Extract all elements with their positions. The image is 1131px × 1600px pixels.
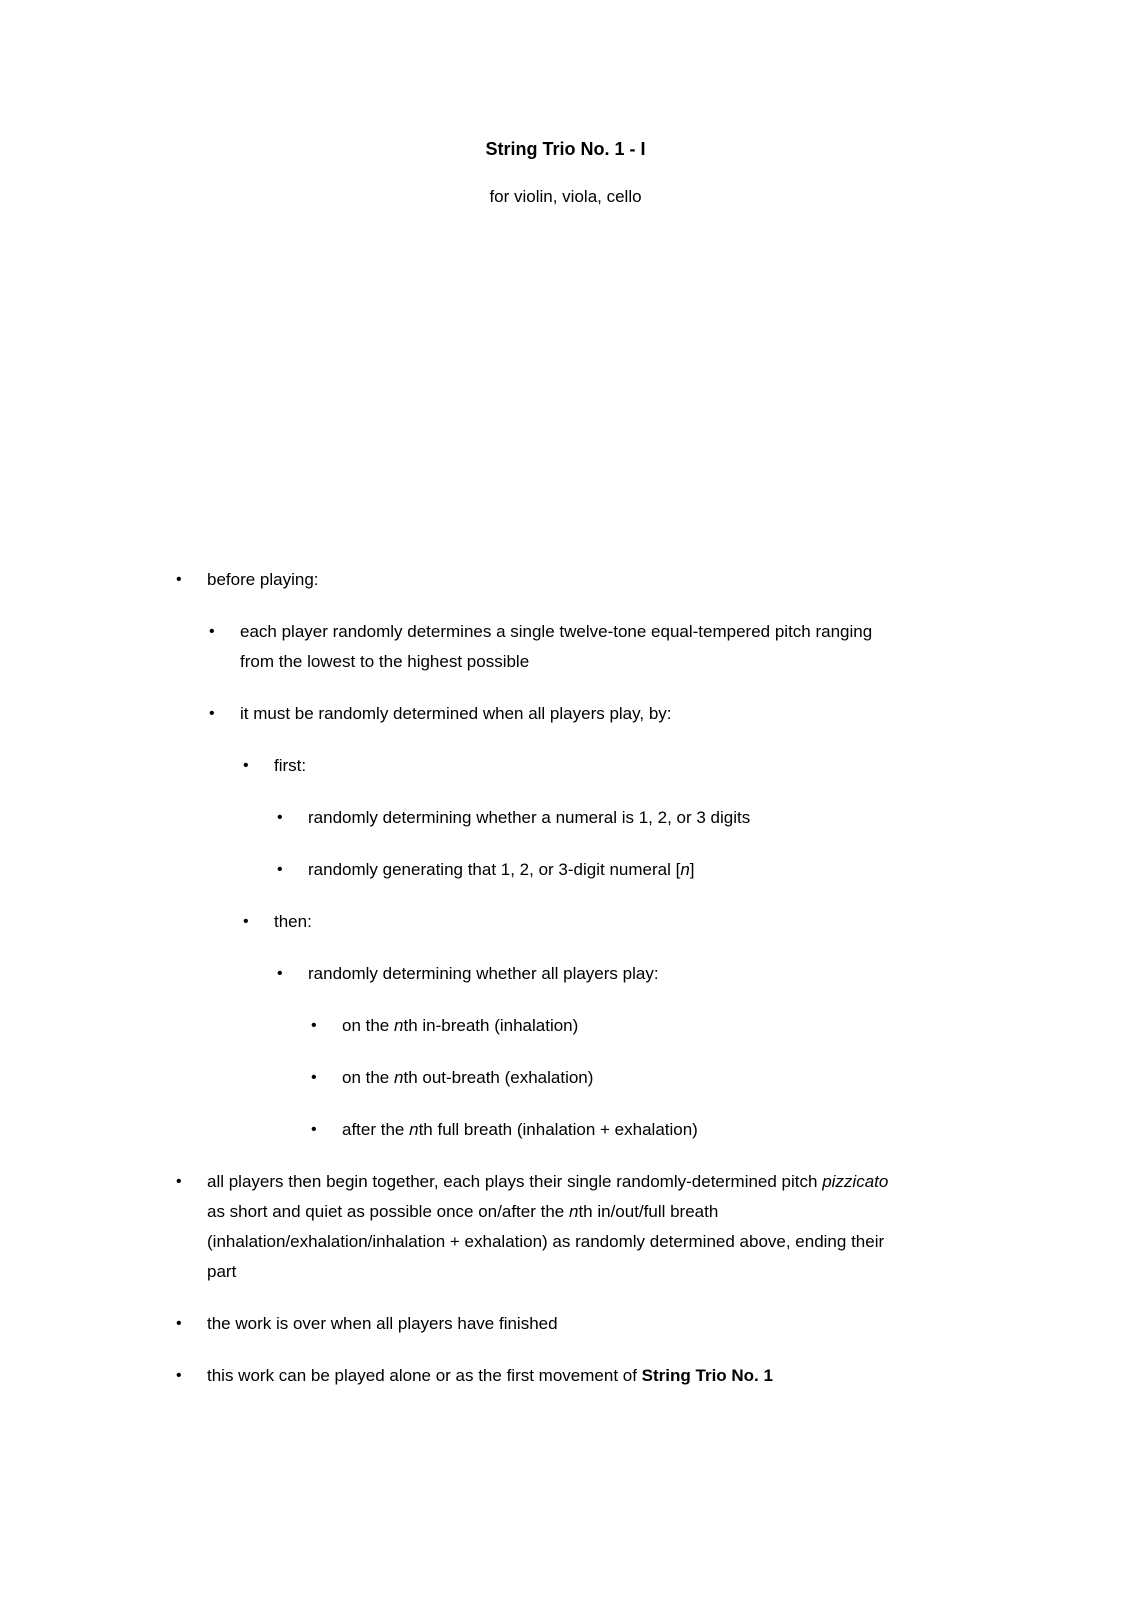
text-segment: as short and quiet as possible once on/after the (207, 1202, 569, 1221)
bullet-item-all-players-begin (0, 1167, 1131, 1287)
bullet-icon: • (176, 1173, 182, 1190)
bullet-item-it-must (0, 699, 1131, 729)
text-line: it must be randomly determined when all players play, by: (240, 704, 672, 723)
text-line (308, 855, 695, 885)
bullet-item-whether-players-play (0, 959, 1131, 989)
document-subtitle: for violin, viola, cello (489, 187, 642, 206)
text-line (207, 1197, 888, 1227)
bullet-text (207, 1167, 888, 1287)
bullet-icon: • (311, 1017, 317, 1034)
bullet-text (308, 803, 750, 833)
text-segment: ] (689, 860, 695, 879)
bullet-icon: • (277, 861, 283, 878)
text-segment: th in-breath (inhalation) (403, 1016, 579, 1035)
text-line: part (207, 1262, 237, 1281)
text-segment: this work can be played alone or as the first movement of (207, 1366, 642, 1385)
bullet-item-full-breath (0, 1115, 1131, 1145)
bullet-icon: • (209, 705, 215, 722)
bullet-icon: • (176, 1367, 182, 1384)
text-segment: randomly generating that 1, 2, or 3-digit numeral [ (308, 860, 681, 879)
bullet-item-played-alone (0, 1361, 1131, 1391)
text-segment: th out-breath (exhalation) (403, 1068, 594, 1087)
text-segment-italic-n: n (680, 860, 690, 879)
bullet-item-generate-numeral (0, 855, 1131, 885)
bullet-text (342, 1115, 698, 1145)
text-line: before playing: (207, 570, 319, 589)
text-segment: th in/out/full breath (578, 1202, 719, 1221)
bullet-text (342, 1063, 593, 1093)
text-segment: after the (342, 1120, 410, 1139)
bullet-text (274, 907, 312, 937)
text-line (207, 1167, 888, 1197)
bullet-text (308, 855, 695, 885)
bullet-item-each-player (0, 617, 1131, 677)
text-segment-italic-n: n (394, 1068, 404, 1087)
text-line: randomly determining whether a numeral is 1, 2, or 3 digits (308, 808, 751, 827)
bullet-icon: • (311, 1069, 317, 1086)
text-line: from the lowest to the highest possible (240, 652, 530, 671)
bullet-item-before-playing (0, 565, 1131, 595)
bullet-text (274, 751, 306, 781)
text-line: randomly determining whether all players play: (308, 964, 659, 983)
bullet-text (308, 959, 659, 989)
bullet-text (207, 1361, 773, 1391)
text-line: the work is over when all players have finished (207, 1314, 558, 1333)
bullet-icon: • (277, 809, 283, 826)
bullet-text (207, 565, 319, 595)
instruction-list (0, 208, 1131, 1391)
text-segment-bold-title: String Trio No. 1 (641, 1366, 773, 1385)
document-title: String Trio No. 1 - I (485, 139, 646, 159)
text-segment-italic-n: n (394, 1016, 404, 1035)
text-line: then: (274, 912, 312, 931)
bullet-item-in-breath (0, 1011, 1131, 1041)
bullet-text (342, 1011, 578, 1041)
bullet-icon: • (243, 913, 249, 930)
text-segment: on the (342, 1068, 394, 1087)
bullet-item-work-over (0, 1309, 1131, 1339)
text-line (342, 1063, 593, 1093)
bullet-icon: • (243, 757, 249, 774)
bullet-icon: • (209, 623, 215, 640)
text-line: (inhalation/exhalation/inhalation + exhalation) as randomly determined above, ending their (207, 1232, 885, 1251)
bullet-text (240, 617, 872, 677)
text-segment: all players then begin together, each plays their single randomly-determined pitch (207, 1172, 823, 1191)
bullet-item-numeral-digits (0, 803, 1131, 833)
text-segment-italic-n: n (568, 1202, 579, 1221)
text-line (342, 1011, 578, 1041)
text-line: each player randomly determines a single twelve-tone equal-tempered pitch ranging (240, 622, 873, 641)
bullet-item-then (0, 907, 1131, 937)
bullet-text (207, 1309, 558, 1339)
bullet-item-out-breath (0, 1063, 1131, 1093)
text-segment-italic-n: n (409, 1120, 419, 1139)
text-segment: on the (342, 1016, 394, 1035)
bullet-text (240, 699, 672, 729)
bullet-icon: • (311, 1121, 317, 1138)
text-line: first: (274, 756, 307, 775)
text-line (207, 1361, 773, 1391)
text-line (342, 1115, 698, 1145)
text-segment-italic-pizzicato: pizzicato (822, 1172, 889, 1191)
bullet-icon: • (176, 1315, 182, 1332)
bullet-item-first (0, 751, 1131, 781)
text-segment: th full breath (inhalation + exhalation) (418, 1120, 698, 1139)
bullet-icon: • (176, 571, 182, 588)
bullet-icon: • (277, 965, 283, 982)
